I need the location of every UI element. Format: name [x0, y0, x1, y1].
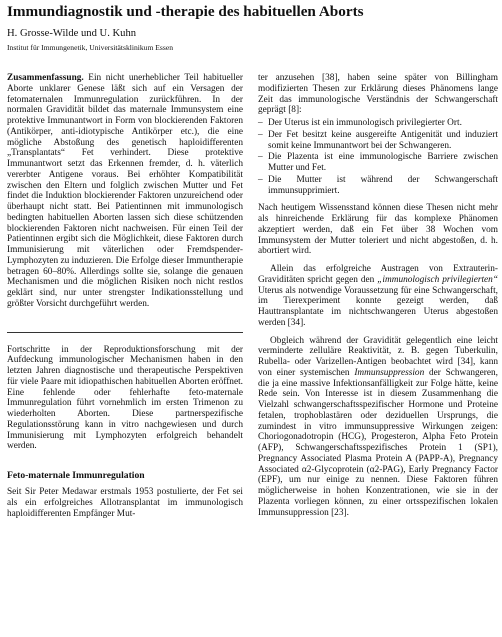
article-title: Immundiagnostik und -therapie des habituellen Aborts [7, 3, 364, 20]
list-item: – Die Plazenta ist eine immunologische Barriere zwischen Mutter und Fet. [258, 152, 498, 173]
article-authors: H. Grosse-Wilde und U. Kuhn [7, 28, 137, 39]
dash-bullet-icon: – [258, 174, 263, 185]
paragraph-current-knowledge: Nach heutigem Wissensstand können diese Thesen nicht mehr als hinreichende Erklärung für das komplexe Phänomen akzeptiert werden, daß ein Fet über 38 Wochen vom Immunsystem der Mutter toleriert und nicht abgestoßen, d. h. abortiert wird. [258, 203, 498, 257]
list-item: – Der Uterus ist ein immunologisch privilegierter Ort. [258, 118, 462, 128]
emphasis-text: Immunsuppression [354, 367, 425, 378]
abstract [7, 73, 243, 310]
paragraph-extrauterine: Allein das erfolgreiche Austragen von Extrauterin-Graviditäten spricht gegen den „immunologisch privilegierten“ Uterus als notwendige Voraussetzung für eine Schwangerschaft, im Tierexperiment konnte gezeigt werden, daß Hauttransplantate im nichtschwangeren Uterus abgestoßen werden [34]. [258, 264, 498, 328]
dash-bullet-icon: – [258, 129, 263, 140]
left-column [7, 73, 243, 519]
section-heading: Feto-maternale Immunregulation [7, 470, 145, 481]
list-item: – Die Mutter ist während der Schwangerschaft immunsupprimiert. [258, 174, 498, 196]
paragraph-immunosuppression: Obgleich während der Gravidität gelegentlich eine leicht verminderte zelluläre Reaktivität, z. B. gegen Tuberkulin, Rubella- oder Varizellen-Antigen beobachtet wird [34], kann von einer systemischen Immunsuppression der Schwangeren, die ja eine massive Infektionsanfälligkeit zur Folge hätte, keine Rede sein. Von Interesse ist in diesem Zusammenhang die Vielzahl schwangerschaftsspezifischer Hormone und Proteine fetalen, trophoblastären oder deziduellen Ursprungs, die zumindest in vitro immunsuppressive Wirkungen zeigen: Choriogonadotropin (HCG), Progesteron, Alpha Feto Protein (AFP), Schwangerschaftsspezifisches Protein 1 (SP1), Pregnancy Associated Plasma Protein A (PAPP-A), Pregnancy Associated α2-Glycoprotein (α2-PAG), Early Pregnancy Factor (EPF), um nur einige zu nennen. Diese Faktoren führen möglicherweise in hohen Konzentrationen, wie sie in der Plazenta vorliegen können, zu einer ortsspezifischen lokalen Immunsuppression [23]. [258, 335, 498, 518]
right-column [258, 73, 498, 518]
author-affiliation: Institut für Immungenetik, Universitätsklinikum Essen [7, 43, 173, 52]
section-divider [7, 332, 243, 333]
list-item: – Der Fet besitzt keine ausgereifte Antigenität und induziert somit keine Immunantwort bei der Schwangeren. [258, 129, 498, 151]
theses-list [258, 118, 498, 196]
intro-paragraph: Fortschritte in der Reproduktionsforschung mit der Aufdeckung immunologischer Mechanismen haben in den letzten Jahren diagnostische und therapeutische Perspektiven für viele Paare mit idiopathischen habituellen Aborten eröffnet. Eine fehlende oder fehlerhafte feto-maternale Immunregulation führt vornehmlich im ersten Trimenon zu wiederholten Aborten. Diese partnerspezifische Regulationsstörung kann in vitro nachgewiesen und durch Immunisierung mit Lymphozyten erfolgreich behandelt werden. [7, 344, 243, 452]
continuation-paragraph: ter anzusehen [38], haben seine später von Billingham modifizierten Thesen zur Erklärung dieses Phänomens lange Zeit das immunologische Verständnis der Schwangerschaft geprägt [8]: [258, 73, 498, 116]
section-paragraph-start: Seit Sir Peter Medawar erstmals 1953 postulierte, der Fet sei als ein erfolgreiches Allotransplantat im immunologisch haploidifferenten Empfänger Mut- [7, 487, 243, 519]
dash-bullet-icon: – [258, 118, 263, 128]
emphasis-text: „immunologisch privilegierten“ [377, 274, 498, 285]
dash-bullet-icon: – [258, 152, 263, 163]
abstract-text: Ein nicht unerheblicher Teil habitueller Aborte unklarer Genese läßt sich auf ein Versagen der fetomaternalen Immunregulation zurückführen. In der normalen Gravidität bildet das maternale Immunsystem eine protektive Immunantwort in Form von blockierenden Faktoren (Antikörper, anti-idiotypische Antikörper etc.), die eine mögliche Abstoßung des genetisch haploidifferenten „Transplantats“ Fet verhindert. Diese protektive Immunantwort setzt das Erkennen fremder, d. h. väterlich vererbter Antigene voraus. Bei erhöhter Kompatibilität zwischen den Eltern und folglich zwischen Mutter und Fet findet die Induktion blockierender Faktoren unzureichend oder überhaupt nicht statt. Bei Patientinnen mit immunologisch bedingten habituellen Aborten lassen sich diese schützenden blockierenden Faktoren nicht nachweisen. Für einen Teil der Patientinnen ergibt sich die Möglichkeit, diese Faktoren durch Immunisierung mit väterlichen oder Fremdspender-Lymphozyten zu induzieren. Die Erfolge dieser Immuntherapie betragen 60–80%. Allerdings sollte sie, solange die genauen Mechanismen und die möglichen Risiken noch nicht restlos geklärt sind, nur unter strengster Indikationsstellung und größter Vorsicht durchgeführt werden. [7, 73, 243, 309]
abstract-heading: Zusammenfassung. [7, 73, 84, 83]
